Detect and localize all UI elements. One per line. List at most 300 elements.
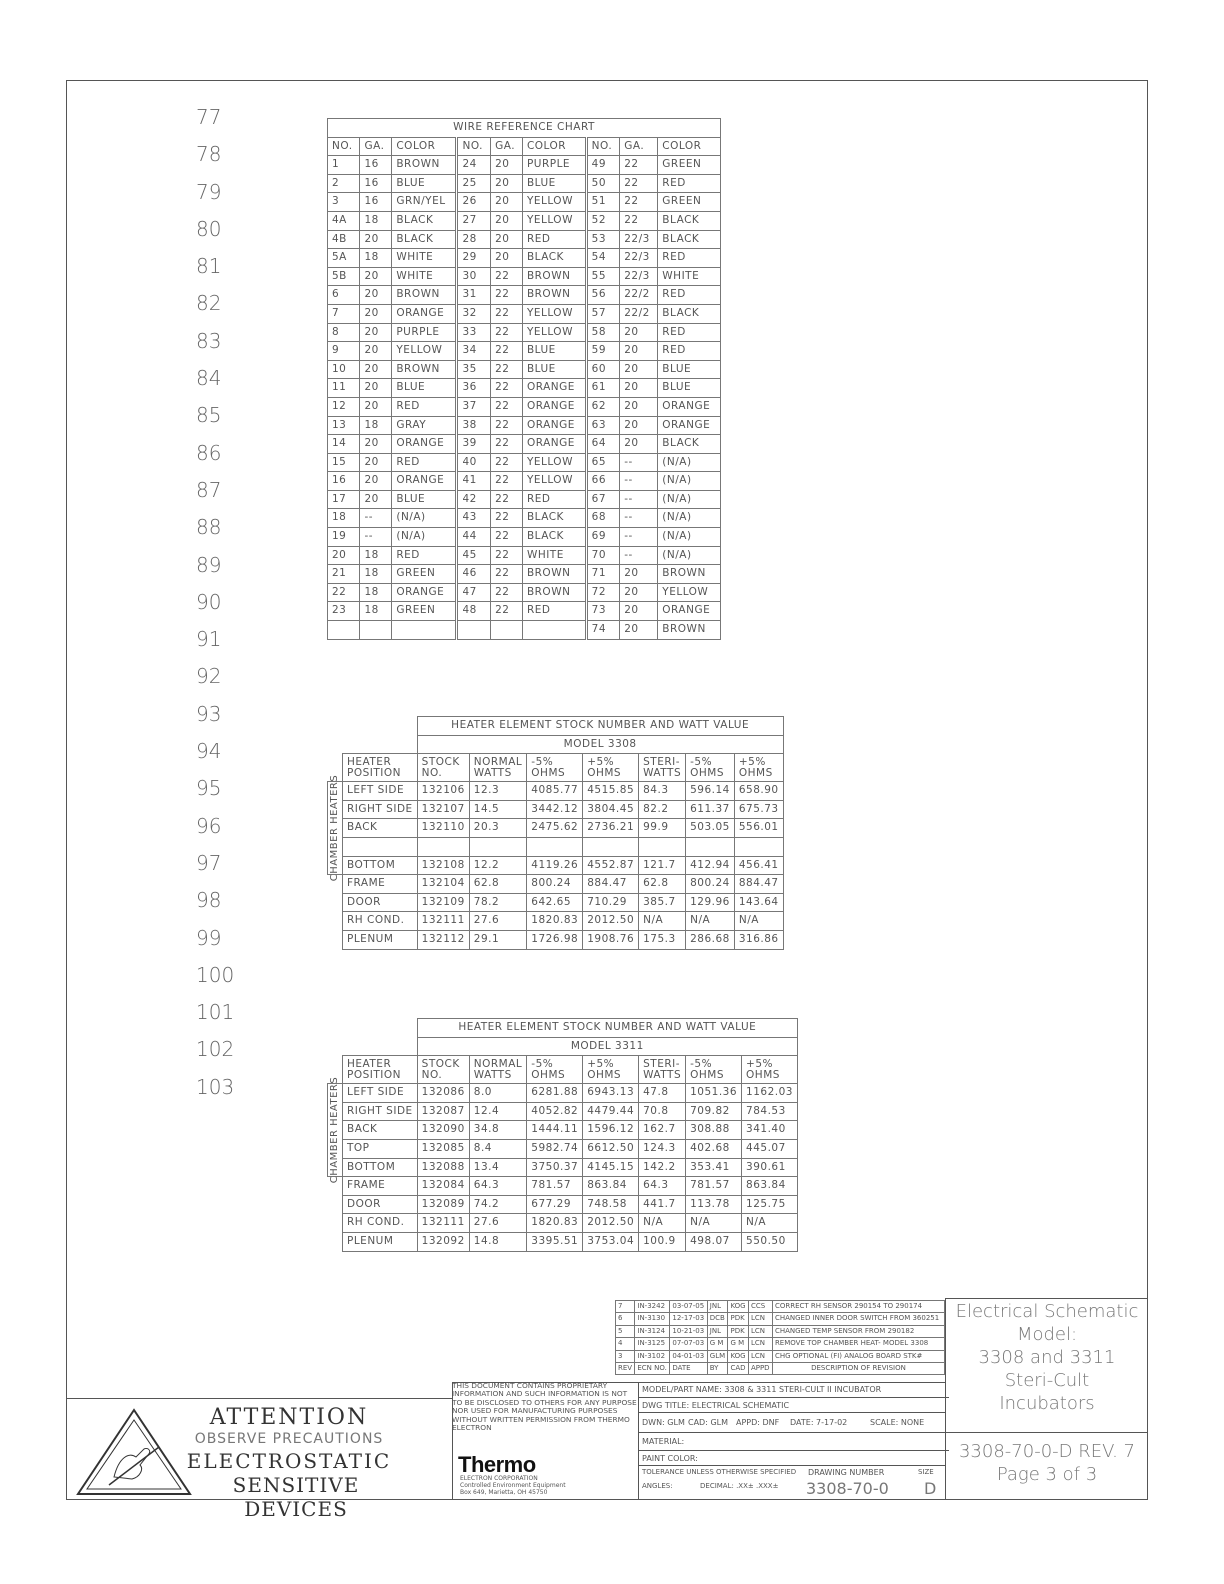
- heater-cell: 132104: [417, 875, 469, 894]
- heater-cell: 2012.50: [583, 1214, 639, 1233]
- heater-column-header: [469, 754, 527, 782]
- wire-chart-cell: 57: [586, 304, 620, 323]
- wire-chart-cell: WHITE: [392, 249, 457, 268]
- wire-chart-cell: ORANGE: [392, 583, 457, 602]
- wire-chart-cell: 20: [360, 230, 392, 249]
- wire-chart-cell: ORANGE: [658, 397, 721, 416]
- heater-cell: 3750.37: [527, 1158, 583, 1177]
- wire-chart-cell: 13: [328, 416, 360, 435]
- heater-cell: 596.14: [686, 782, 735, 801]
- heater-column-header: [527, 1056, 583, 1084]
- line-number: 79: [196, 179, 222, 204]
- heater-blank-cell: [328, 1037, 418, 1056]
- heater-cell: 132086: [417, 1084, 469, 1103]
- heater-cell: 132111: [417, 912, 469, 931]
- heater-cell: [734, 837, 783, 856]
- wire-chart-cell: 22: [491, 304, 523, 323]
- heater-table-3308: [327, 716, 784, 950]
- wire-chart-cell: 63: [586, 416, 620, 435]
- wire-chart-cell: (N/A): [658, 490, 721, 509]
- wire-chart-row: [328, 174, 721, 193]
- wire-chart-cell: 20: [360, 453, 392, 472]
- wire-chart-cell: ORANGE: [392, 435, 457, 454]
- heater-cell: 13.4: [469, 1158, 527, 1177]
- heater-header-line: HEATER: [347, 756, 392, 769]
- wire-chart-cell: 18: [360, 602, 392, 621]
- heater-header-line: -5%: [531, 1058, 554, 1071]
- revision-cell: 12-17-03: [670, 1313, 707, 1325]
- heater-cell: 658.90: [734, 782, 783, 801]
- line-number: 78: [196, 142, 222, 167]
- heater-header-line: -5%: [690, 1058, 713, 1071]
- wire-chart-cell: 4B: [328, 230, 360, 249]
- heater-header-line: +5%: [746, 1058, 773, 1071]
- heater-cell: 132111: [417, 1214, 469, 1233]
- revision-cell: 3: [616, 1350, 635, 1362]
- wire-chart-cell: --: [360, 509, 392, 528]
- size-value: D: [924, 1479, 937, 1498]
- heater-cell: FRAME: [343, 1177, 418, 1196]
- wire-chart-cell: BLACK: [658, 304, 721, 323]
- wire-chart-row: [328, 156, 721, 175]
- wire-chart-row: [328, 435, 721, 454]
- wire-chart-cell: 27: [457, 211, 491, 230]
- heater-cell: 175.3: [639, 930, 686, 949]
- heater-row: [328, 837, 784, 856]
- wire-chart-row: [328, 249, 721, 268]
- heater-model-label: MODEL 3308: [417, 735, 783, 754]
- heater-blank-cell: [328, 930, 343, 949]
- wire-chart-cell: 52: [586, 211, 620, 230]
- wire-chart-cell: BLACK: [522, 249, 586, 268]
- heater-blank-cell: [328, 893, 343, 912]
- heater-cell: 1162.03: [742, 1084, 798, 1103]
- wire-chart-cell: 20: [360, 323, 392, 342]
- heater-cell: TOP: [343, 1139, 418, 1158]
- drawing-id: [946, 1440, 1148, 1486]
- drawing-title-line: Steri-Cult: [1004, 1370, 1090, 1391]
- wire-chart-cell: 48: [457, 602, 491, 621]
- chamber-heaters-label: [328, 774, 343, 882]
- wire-chart-cell: 22: [491, 472, 523, 491]
- drawing-id-line: 3308-70-0-D REV. 7: [958, 1441, 1135, 1462]
- heater-cell: 503.05: [686, 819, 735, 838]
- revision-row: [616, 1301, 945, 1313]
- wire-chart-cell: [457, 621, 491, 640]
- wire-chart-cell: 22: [328, 583, 360, 602]
- heater-cell: 132085: [417, 1139, 469, 1158]
- wire-chart-cell: 20: [491, 193, 523, 212]
- wire-chart-cell: BROWN: [658, 565, 721, 584]
- heater-cell: 316.86: [734, 930, 783, 949]
- heater-cell: 12.4: [469, 1102, 527, 1121]
- wire-chart-header: COLOR: [658, 137, 721, 156]
- line-number: 95: [196, 776, 222, 801]
- line-number: 96: [196, 813, 222, 838]
- heater-column-header: [639, 1056, 686, 1084]
- wire-chart-header: COLOR: [392, 137, 457, 156]
- chamber-heaters-text: CHAMBER HEATERS: [329, 774, 341, 882]
- line-number: 86: [196, 440, 222, 465]
- heater-cell: 1444.11: [527, 1121, 583, 1140]
- heater-header-line: WATTS: [473, 767, 512, 780]
- heater-cell: 100.9: [639, 1232, 686, 1251]
- wire-chart-cell: 71: [586, 565, 620, 584]
- wire-chart-row: [328, 323, 721, 342]
- cad-field: CAD: GLM: [688, 1418, 729, 1427]
- heater-cell: 4119.26: [527, 856, 583, 875]
- wire-chart-cell: RED: [658, 249, 721, 268]
- heater-column-header: [686, 754, 735, 782]
- heater-cell: 132084: [417, 1177, 469, 1196]
- heater-cell: 84.3: [639, 782, 686, 801]
- revision-cell: IN-3102: [635, 1350, 670, 1362]
- revision-row: [616, 1338, 945, 1350]
- line-number: 98: [196, 888, 222, 913]
- wire-chart-header: COLOR: [522, 137, 586, 156]
- wire-chart-cell: 15: [328, 453, 360, 472]
- heater-cell: 4052.82: [527, 1102, 583, 1121]
- heater-column-header: [583, 754, 639, 782]
- heater-header-line: POSITION: [347, 767, 401, 780]
- wire-chart-row: [328, 490, 721, 509]
- wire-chart-cell: 20: [360, 267, 392, 286]
- heater-header-line: +5%: [587, 756, 615, 769]
- heater-header-line: STOCK: [421, 756, 460, 769]
- line-number: 94: [196, 739, 222, 764]
- heater-cell: 800.24: [686, 875, 735, 894]
- line-number: 91: [196, 627, 222, 652]
- heater-cell: 132106: [417, 782, 469, 801]
- heater-table-3311: [327, 1018, 798, 1252]
- drawing-title-line: Model:: [1016, 1324, 1078, 1345]
- heater-cell: 3804.45: [583, 800, 639, 819]
- wire-chart-cell: BROWN: [392, 286, 457, 305]
- heater-row: [328, 1139, 798, 1158]
- heater-cell: 3753.04: [583, 1232, 639, 1251]
- drawing-title-line: Electrical Schematic: [955, 1301, 1139, 1322]
- line-number: 100: [196, 962, 235, 987]
- heater-header-line: NO.: [421, 1069, 443, 1082]
- heater-cell: N/A: [686, 912, 735, 931]
- wire-chart-cell: 20: [620, 602, 658, 621]
- heater-cell: 800.24: [527, 875, 583, 894]
- wire-chart-cell: --: [620, 490, 658, 509]
- wire-chart-cell: 65: [586, 453, 620, 472]
- wire-chart-cell: 26: [457, 193, 491, 212]
- wire-chart-cell: 23: [328, 602, 360, 621]
- heater-table-title: HEATER ELEMENT STOCK NUMBER AND WATT VALUE: [417, 1019, 797, 1038]
- heater-blank-cell: [328, 735, 418, 754]
- heater-header-line: STERI-: [643, 1058, 681, 1071]
- heater-cell: 70.8: [639, 1102, 686, 1121]
- wire-chart-cell: BLACK: [522, 528, 586, 547]
- heater-cell: 748.58: [583, 1195, 639, 1214]
- line-number: 88: [196, 515, 222, 540]
- revision-cell: 03-07-05: [670, 1301, 707, 1313]
- wire-chart-cell: RED: [522, 490, 586, 509]
- heater-cell: 863.84: [583, 1177, 639, 1196]
- heater-cell: BACK: [343, 819, 418, 838]
- revision-cell: JNL: [707, 1325, 728, 1337]
- heater-header-line: OHMS: [738, 767, 773, 780]
- wire-chart-cell: 67: [586, 490, 620, 509]
- wire-chart-cell: ORANGE: [392, 304, 457, 323]
- heater-cell: 353.41: [686, 1158, 742, 1177]
- heater-blank-cell: [328, 1195, 343, 1214]
- heater-cell: 64.3: [639, 1177, 686, 1196]
- dwg-title: DWG TITLE: ELECTRICAL SCHEMATIC: [638, 1397, 949, 1413]
- wire-chart-cell: 22/2: [620, 286, 658, 305]
- heater-cell: 6943.13: [583, 1084, 639, 1103]
- heater-cell: 456.41: [734, 856, 783, 875]
- wire-chart-row: [328, 193, 721, 212]
- wire-chart-cell: BLACK: [392, 230, 457, 249]
- line-number: 85: [196, 403, 222, 428]
- drafting-info-row: [638, 1412, 945, 1433]
- wire-chart-cell: 22: [491, 360, 523, 379]
- wire-chart-cell: 43: [457, 509, 491, 528]
- heater-cell: N/A: [742, 1214, 798, 1233]
- esd-warning-icon: [74, 1407, 194, 1497]
- wire-chart-cell: 20: [620, 565, 658, 584]
- wire-chart-header: NO.: [586, 137, 620, 156]
- heater-cell: LEFT SIDE: [343, 782, 418, 801]
- chamber-heaters-text: CHAMBER HEATERS: [329, 1076, 341, 1184]
- heater-cell: 132090: [417, 1121, 469, 1140]
- wire-chart-cell: 20: [360, 472, 392, 491]
- heater-cell: 62.8: [469, 875, 527, 894]
- line-number: 83: [196, 328, 222, 353]
- wire-chart-cell: 22: [491, 323, 523, 342]
- wire-chart-cell: 34: [457, 342, 491, 361]
- wire-chart-cell: YELLOW: [522, 211, 586, 230]
- size-label: SIZE: [918, 1468, 934, 1476]
- line-number: 92: [196, 664, 222, 689]
- wire-chart-cell: 20: [360, 360, 392, 379]
- heater-row: [328, 893, 784, 912]
- wire-chart-cell: (N/A): [658, 546, 721, 565]
- line-number: 82: [196, 291, 222, 316]
- heater-cell: FRAME: [343, 875, 418, 894]
- revision-cell: G M: [728, 1338, 748, 1350]
- heater-cell: 781.57: [527, 1177, 583, 1196]
- heater-cell: 113.78: [686, 1195, 742, 1214]
- wire-chart-cell: (N/A): [392, 509, 457, 528]
- wire-chart-cell: 54: [586, 249, 620, 268]
- heater-column-header: [583, 1056, 639, 1084]
- heater-cell: 642.65: [527, 893, 583, 912]
- revision-cell: PDK: [728, 1313, 748, 1325]
- heater-cell: 784.53: [742, 1102, 798, 1121]
- company-sub-line: ELECTRON CORPORATION: [460, 1475, 538, 1482]
- line-number: 81: [196, 254, 222, 279]
- scale-field: SCALE: NONE: [870, 1418, 925, 1427]
- wire-chart-cell: 61: [586, 379, 620, 398]
- heater-header-line: STOCK: [421, 1058, 460, 1071]
- wire-chart-cell: [392, 621, 457, 640]
- heater-header-line: HEATER: [347, 1058, 392, 1071]
- revision-header: CAD: [728, 1363, 748, 1375]
- wire-chart-cell: 29: [457, 249, 491, 268]
- wire-chart-cell: WHITE: [392, 267, 457, 286]
- heater-cell: BOTTOM: [343, 1158, 418, 1177]
- revision-cell: KOG: [728, 1350, 748, 1362]
- wire-chart-cell: ORANGE: [522, 435, 586, 454]
- line-number: 103: [196, 1074, 235, 1099]
- wire-chart-cell: --: [620, 546, 658, 565]
- heater-header-line: -5%: [531, 756, 554, 769]
- chamber-heaters-label: [328, 1076, 343, 1184]
- wire-chart-cell: 16: [360, 174, 392, 193]
- wire-chart-cell: BLUE: [392, 379, 457, 398]
- wire-chart-cell: 1: [328, 156, 360, 175]
- line-number: 80: [196, 216, 222, 241]
- wire-chart-cell: 18: [360, 546, 392, 565]
- wire-chart-cell: 59: [586, 342, 620, 361]
- heater-header-line: NORMAL: [473, 1058, 523, 1071]
- wire-chart-cell: 20: [360, 342, 392, 361]
- heater-cell: 1820.83: [527, 1214, 583, 1233]
- wire-chart-cell: 36: [457, 379, 491, 398]
- wire-chart-cell: BLUE: [658, 379, 721, 398]
- wire-chart-cell: BLUE: [392, 174, 457, 193]
- heater-cell: 121.7: [639, 856, 686, 875]
- revision-header: REV: [616, 1363, 635, 1375]
- heater-cell: 8.0: [469, 1084, 527, 1103]
- heater-cell: 611.37: [686, 800, 735, 819]
- wire-chart-row: [328, 472, 721, 491]
- heater-cell: 884.47: [734, 875, 783, 894]
- heater-cell: 402.68: [686, 1139, 742, 1158]
- heater-cell: 64.3: [469, 1177, 527, 1196]
- wire-chart-cell: --: [360, 528, 392, 547]
- wire-chart-cell: 51: [586, 193, 620, 212]
- heater-column-header: [527, 754, 583, 782]
- wire-chart-cell: 3: [328, 193, 360, 212]
- heater-cell: 781.57: [686, 1177, 742, 1196]
- heater-cell: 125.75: [742, 1195, 798, 1214]
- heater-blank-cell: [328, 1019, 418, 1038]
- heater-row: [328, 1084, 798, 1103]
- heater-cell: 4145.15: [583, 1158, 639, 1177]
- wire-chart-cell: 31: [457, 286, 491, 305]
- wire-chart-cell: 20: [620, 397, 658, 416]
- heater-cell: 143.64: [734, 893, 783, 912]
- wire-chart-cell: RED: [392, 546, 457, 565]
- decimal-label: DECIMAL: .XX± .XXX±: [700, 1482, 779, 1490]
- heater-header-line: OHMS: [587, 1069, 622, 1082]
- wire-chart-cell: 20: [360, 304, 392, 323]
- revision-row: [616, 1350, 945, 1362]
- wire-chart-cell: 2: [328, 174, 360, 193]
- heater-cell: RH COND.: [343, 912, 418, 931]
- wire-chart-row: [328, 267, 721, 286]
- revision-cell: G M: [707, 1338, 728, 1350]
- heater-header-line: +5%: [738, 756, 766, 769]
- heater-cell: 2475.62: [527, 819, 583, 838]
- wire-chart-cell: 38: [457, 416, 491, 435]
- wire-chart-cell: GREEN: [392, 565, 457, 584]
- heater-cell: 132112: [417, 930, 469, 949]
- heater-title-row: [328, 717, 784, 736]
- wire-chart-cell: 25: [457, 174, 491, 193]
- wire-chart-cell: BLACK: [392, 211, 457, 230]
- wire-chart-cell: RED: [658, 286, 721, 305]
- heater-cell: 20.3: [469, 819, 527, 838]
- wire-chart-cell: 22: [491, 416, 523, 435]
- revision-row: [616, 1325, 945, 1337]
- company-sub-line: Controlled Environment Equipment: [460, 1482, 566, 1489]
- wire-chart-cell: 22: [620, 193, 658, 212]
- heater-row: [328, 1232, 798, 1251]
- heater-header-line: OHMS: [587, 767, 622, 780]
- revision-row: [616, 1313, 945, 1325]
- wire-chart-cell: 56: [586, 286, 620, 305]
- heater-model-label: MODEL 3311: [417, 1037, 797, 1056]
- heater-cell: [583, 837, 639, 856]
- heater-model-row: [328, 1037, 798, 1056]
- heater-header-row: [328, 754, 784, 782]
- wire-chart-cell: 18: [328, 509, 360, 528]
- company-logo: Thermo: [458, 1452, 536, 1477]
- wire-chart-row: [328, 360, 721, 379]
- heater-header-row: [328, 1056, 798, 1084]
- paint-color-field: PAINT COLOR:: [638, 1450, 949, 1466]
- revision-cell: PDK: [728, 1325, 748, 1337]
- wire-chart-cell: 22/3: [620, 249, 658, 268]
- heater-cell: N/A: [734, 912, 783, 931]
- title-divider: [945, 1432, 1148, 1433]
- wire-chart-cell: 14: [328, 435, 360, 454]
- wire-chart-cell: 20: [620, 360, 658, 379]
- wire-chart-cell: 19: [328, 528, 360, 547]
- line-number: 89: [196, 552, 222, 577]
- tolerance-label: TOLERANCE UNLESS OTHERWISE SPECIFIED: [642, 1468, 797, 1476]
- heater-header-line: OHMS: [531, 767, 566, 780]
- heater-cell: 2736.21: [583, 819, 639, 838]
- heater-cell: 78.2: [469, 893, 527, 912]
- heater-row: [328, 1195, 798, 1214]
- revision-header-row: [616, 1363, 945, 1375]
- heater-cell: 412.94: [686, 856, 735, 875]
- heater-cell: 1051.36: [686, 1084, 742, 1103]
- wire-chart-cell: 22: [491, 565, 523, 584]
- wire-chart-cell: 22: [491, 528, 523, 547]
- drawing-number-label: DRAWING NUMBER: [808, 1468, 885, 1477]
- wire-chart-row: [328, 546, 721, 565]
- wire-chart-cell: 22: [491, 267, 523, 286]
- wire-chart-cell: 69: [586, 528, 620, 547]
- revision-header: ECN NO.: [635, 1363, 670, 1375]
- heater-cell: 4085.77: [527, 782, 583, 801]
- wire-chart-cell: RED: [522, 602, 586, 621]
- heater-column-header: [469, 1056, 527, 1084]
- heater-cell: N/A: [639, 1214, 686, 1233]
- revision-cell: JNL: [707, 1301, 728, 1313]
- heater-cell: 162.7: [639, 1121, 686, 1140]
- heater-row: [328, 1102, 798, 1121]
- revision-cell: 5: [616, 1325, 635, 1337]
- wire-chart-cell: YELLOW: [658, 583, 721, 602]
- wire-chart-cell: 18: [360, 249, 392, 268]
- heater-cell: [527, 837, 583, 856]
- line-number: 97: [196, 850, 222, 875]
- tolerance-row: [638, 1465, 945, 1501]
- wire-chart-cell: [360, 621, 392, 640]
- wire-chart-cell: 4A: [328, 211, 360, 230]
- wire-chart-cell: 16: [328, 472, 360, 491]
